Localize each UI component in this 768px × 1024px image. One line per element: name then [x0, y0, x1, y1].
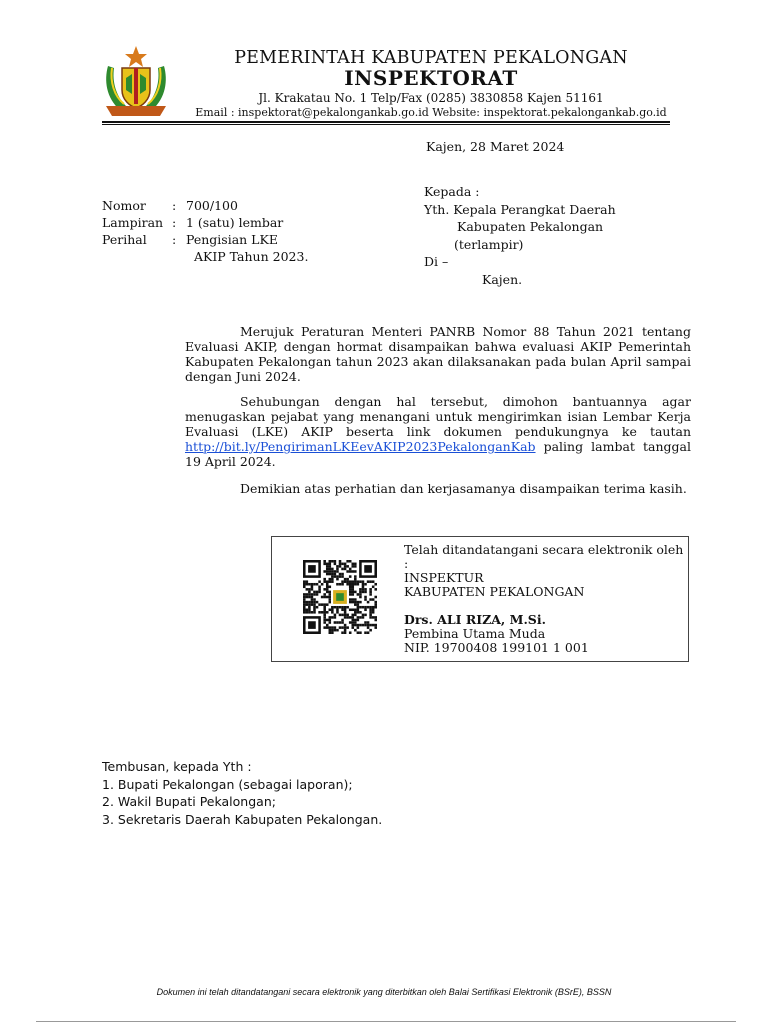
- regency-emblem-logo: [100, 44, 172, 118]
- qr-code-icon: [297, 560, 383, 634]
- body-paragraph-2-text: Sehubungan dengan hal tersebut, dimohon bantuannya agar menugaskan pejabat yang menangani untuk mengirimkan isian Lembar Kerja Evaluasi (LKE) AKIP beserta link dokumen pendukungnya ke tautan: [185, 394, 691, 439]
- submission-link[interactable]: http://bit.ly/PengirimanLKEevAKIP2023PekalonganKab: [185, 439, 536, 454]
- letterhead-agency-name: INSPEKTORAT: [344, 66, 518, 90]
- letter-date: Kajen, 28 Maret 2024: [426, 139, 565, 154]
- recipient-di: Di –: [424, 254, 449, 269]
- recipient-place: Kajen.: [482, 271, 523, 287]
- signatory-nip: NIP. 19700408 199101 1 001: [404, 640, 589, 655]
- signature-statement: Telah ditandatangani secara elektronik oleh :: [404, 542, 684, 571]
- recipient-block: [424, 183, 616, 288]
- lampiran-label: Lampiran: [102, 215, 164, 230]
- lampiran-colon: :: [172, 215, 177, 230]
- carbon-copy-item: 1. Bupati Pekalongan (sebagai laporan);: [102, 776, 353, 792]
- footer-divider: [36, 1021, 736, 1022]
- perihal-colon: :: [172, 232, 177, 247]
- perihal-label: Perihal: [102, 232, 147, 247]
- body-paragraph-2-deadline: paling lambat tanggal 19 April 2024.: [185, 439, 691, 469]
- letterhead-government-name: PEMERINTAH KABUPATEN PEKALONGAN: [234, 48, 628, 68]
- bsre-footer-note: Dokumen ini telah ditandatangani secara elektronik yang diterbitkan oleh Balai Sertifikasi Elektronik (BSrE), BSSN: [156, 987, 612, 997]
- recipient-yth: Yth. Kepala Perangkat Daerah: [424, 201, 616, 217]
- carbon-copy-heading: Tembusan, kepada Yth :: [102, 759, 252, 774]
- letterhead-divider-thick: [102, 121, 670, 123]
- carbon-copy-item: 3. Sekretaris Daerah Kabupaten Pekalongan.: [102, 811, 383, 827]
- letterhead-address: Jl. Krakatau No. 1 Telp/Fax (0285) 3830858 Kajen 51161: [258, 91, 604, 105]
- lampiran-value: 1 (satu) lembar: [186, 215, 284, 230]
- carbon-copy-item: 2. Wakil Bupati Pekalongan;: [102, 794, 276, 809]
- perihal-value-line1: Pengisian LKE: [186, 232, 278, 247]
- signatory-rank: Pembina Utama Muda: [404, 626, 546, 641]
- recipient-line3: (terlampir): [454, 236, 524, 252]
- body-paragraph-3: [185, 481, 691, 496]
- body-paragraph-1: [185, 324, 691, 384]
- signature-text-block: [404, 543, 684, 655]
- body-paragraph-1-text: Merujuk Peraturan Menteri PANRB Nomor 88 Tahun 2021 tentang Evaluasi AKIP, dengan hormat disampaikan bahwa evaluasi AKIP Pemerintah Kabupaten Pekalongan tahun 2023 akan dilaksanakan pada bulan April sampai dengan Juni 2024.: [185, 324, 691, 384]
- signature-title-2: KABUPATEN PEKALONGAN: [404, 584, 585, 599]
- letterhead-divider-thin: [102, 124, 670, 125]
- recipient-line2: Kabupaten Pekalongan: [457, 219, 604, 234]
- nomor-value: 700/100: [186, 198, 238, 213]
- signature-title-1: INSPEKTUR: [404, 570, 484, 585]
- nomor-label: Nomor: [102, 198, 146, 213]
- recipient-kepada: Kepada :: [424, 184, 480, 199]
- carbon-copy-list: [102, 758, 382, 828]
- signatory-name: Drs. ALI RIZA, M.Si.: [404, 612, 546, 627]
- body-paragraph-2: [185, 394, 691, 469]
- perihal-value-line2: AKIP Tahun 2023.: [194, 249, 309, 264]
- nomor-colon: :: [172, 198, 177, 213]
- letterhead-email-website: Email : inspektorat@pekalongankab.go.id Website: inspektorat.pekalongankab.go.id: [195, 106, 667, 119]
- letter-meta-table: [102, 197, 308, 265]
- body-paragraph-3-text: Demikian atas perhatian dan kerjasamanya disampaikan terima kasih.: [240, 481, 687, 496]
